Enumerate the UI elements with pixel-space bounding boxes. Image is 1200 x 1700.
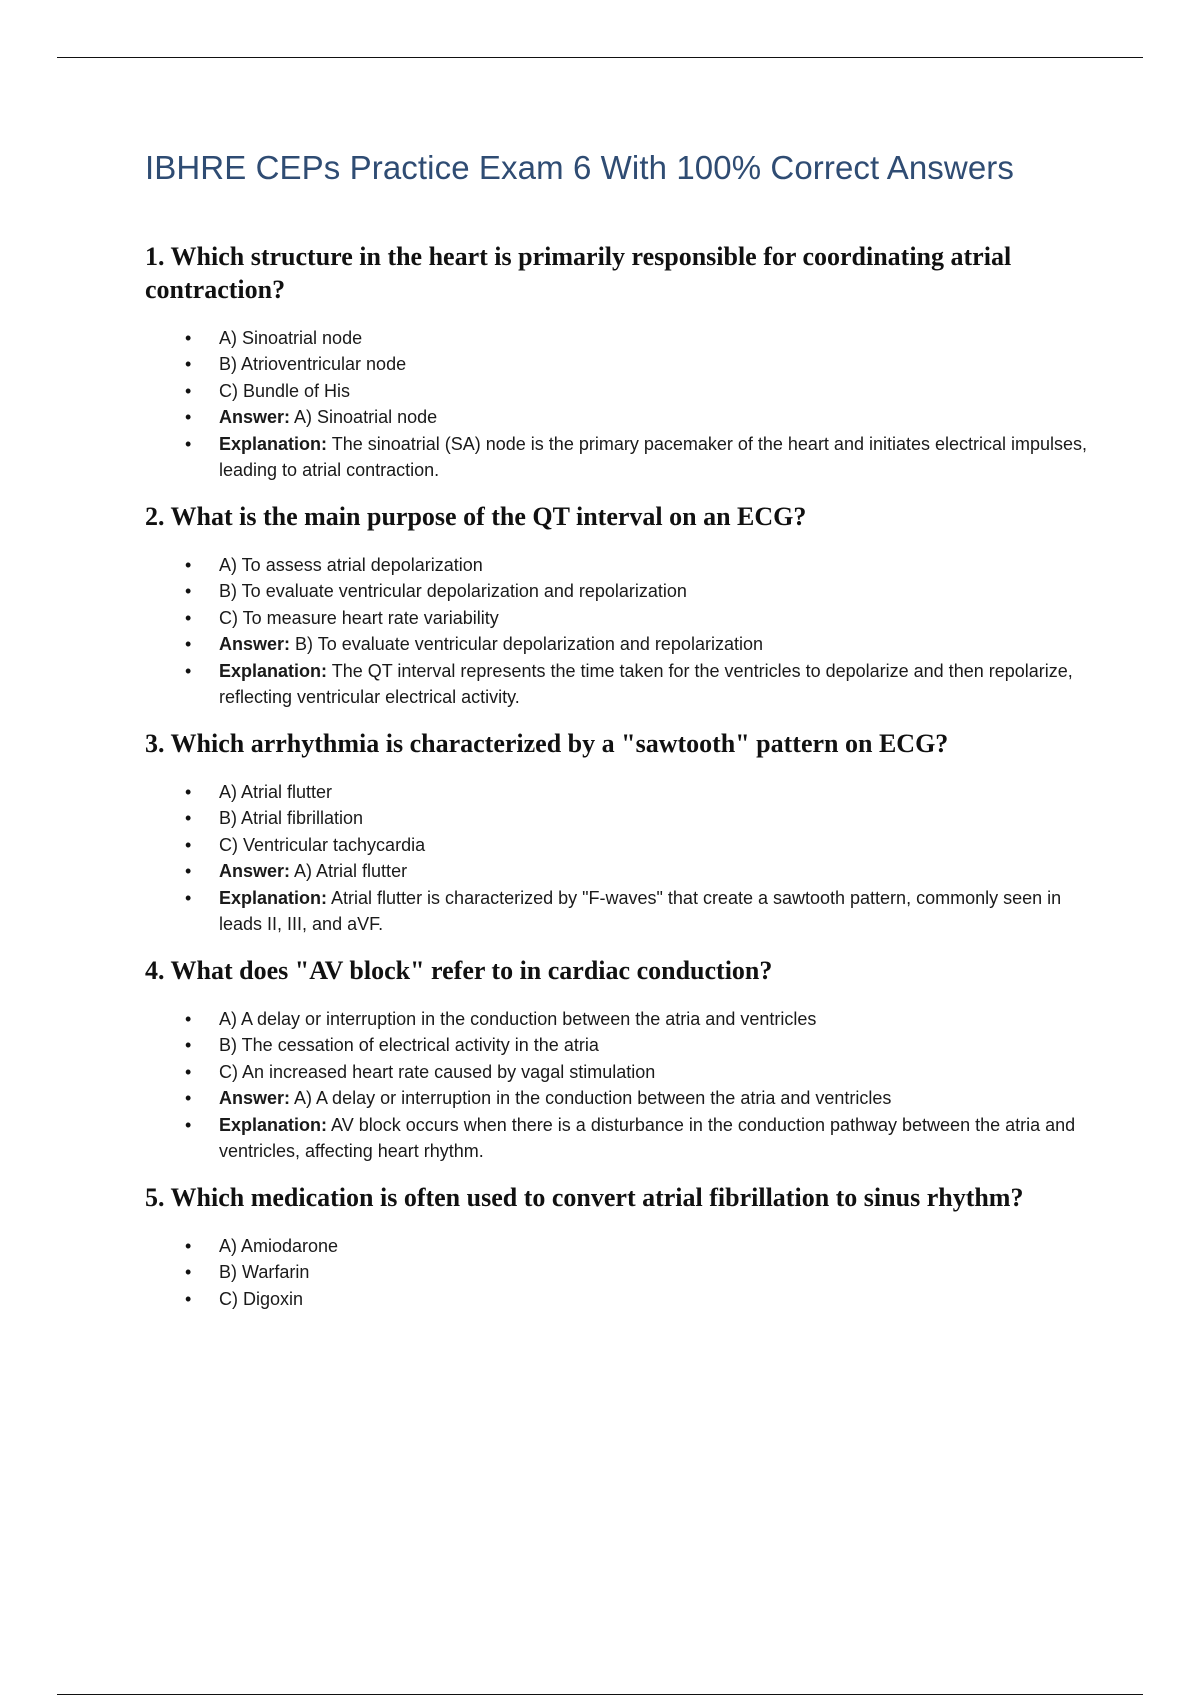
option-item [185,779,1095,806]
bullet-icon: • [185,834,192,855]
bullet-icon: • [185,407,192,428]
document-title: IBHRE CEPs Practice Exam 6 With 100% Correct Answers [145,149,1014,186]
question-options-list [145,325,1095,484]
bullet-icon: • [185,354,192,375]
question-heading: 5. Which medication is often used to convert atrial fibrillation to sinus rhythm? [145,1182,1024,1212]
option-item [185,1032,1095,1059]
bullet-icon: • [185,1035,192,1056]
option-text: B) To evaluate ventricular depolarization and repolarization [219,581,687,602]
option-text: A) To assess atrial depolarization [219,554,483,575]
header-rule [57,57,1143,58]
option-item [185,832,1095,859]
question-options-list [145,1233,1095,1313]
option-text: C) Ventricular tachycardia [219,834,426,855]
option-item [185,605,1095,632]
question-heading: 3. Which arrhythmia is characterized by a "sawtooth" pattern on ECG? [145,728,949,758]
question-options-list [145,779,1095,938]
explanation-item [185,431,1095,484]
option-text: B) Atrioventricular node [219,354,407,375]
option-item [185,1259,1095,1286]
answer-label: Answer: [219,1088,291,1109]
explanation-text: The QT interval represents the time taken for the ventricles to depolarize and then repolarize, reflecting ventricular electrical activity. [219,660,1073,708]
question-heading: 4. What does "AV block" refer to in cardiac conduction? [145,955,773,985]
option-item [185,552,1095,579]
bullet-icon: • [185,1114,192,1135]
question-2 [145,500,1095,711]
bullet-icon: • [185,607,192,628]
bullet-icon: • [185,1088,192,1109]
explanation-label: Explanation: [219,433,328,454]
option-item [185,1286,1095,1313]
question-options-list [145,1006,1095,1165]
bullet-icon: • [185,808,192,829]
footer-rule [57,1694,1143,1695]
answer-text: A) Sinoatrial node [294,407,438,428]
answer-label: Answer: [219,634,291,655]
option-text: C) To measure heart rate variability [219,607,499,628]
option-item [185,1059,1095,1086]
bullet-icon: • [185,634,192,655]
explanation-item [185,658,1095,711]
bullet-icon: • [185,581,192,602]
explanation-item [185,885,1095,938]
option-item [185,1233,1095,1260]
bullet-icon: • [185,660,192,681]
question-options-list [145,552,1095,711]
answer-item [185,631,1095,658]
option-text: A) Sinoatrial node [219,327,363,348]
option-item [185,351,1095,378]
option-item [185,378,1095,405]
bullet-icon: • [185,433,192,454]
explanation-text: The sinoatrial (SA) node is the primary pacemaker of the heart and initiates electrical impulses, leading to atrial contraction. [219,433,1088,481]
option-text: B) Warfarin [219,1262,310,1283]
bullet-icon: • [185,554,192,575]
answer-text: A) Atrial flutter [294,861,408,882]
answer-item [185,1085,1095,1112]
option-text: A) A delay or interruption in the conduction between the atria and ventricles [219,1008,817,1029]
option-text: A) Atrial flutter [219,781,333,802]
answer-label: Answer: [219,407,291,428]
document-content [145,148,1095,1328]
option-item [185,578,1095,605]
answer-text: A) A delay or interruption in the conduction between the atria and ventricles [294,1088,892,1109]
question-5 [145,1181,1095,1313]
answer-item [185,404,1095,431]
explanation-text: AV block occurs when there is a disturbance in the conduction pathway between the atria and ventricles, affecting heart rhythm. [219,1114,1076,1162]
bullet-icon: • [185,1288,192,1309]
answer-label: Answer: [219,861,291,882]
option-text: C) Bundle of His [219,380,351,401]
option-item [185,805,1095,832]
option-text: B) The cessation of electrical activity in the atria [219,1035,599,1056]
question-heading: 1. Which structure in the heart is primarily responsible for coordinating atrial contraction? [145,241,1012,304]
bullet-icon: • [185,1235,192,1256]
option-item [185,1006,1095,1033]
question-3 [145,727,1095,938]
bullet-icon: • [185,1262,192,1283]
bullet-icon: • [185,327,192,348]
question-4 [145,954,1095,1165]
bullet-icon: • [185,861,192,882]
bullet-icon: • [185,887,192,908]
option-text: A) Amiodarone [219,1235,339,1256]
bullet-icon: • [185,1008,192,1029]
explanation-item [185,1112,1095,1165]
option-text: B) Atrial fibrillation [219,808,364,829]
question-heading: 2. What is the main purpose of the QT interval on an ECG? [145,501,807,531]
explanation-label: Explanation: [219,887,328,908]
bullet-icon: • [185,380,192,401]
bullet-icon: • [185,1061,192,1082]
bullet-icon: • [185,781,192,802]
answer-item [185,858,1095,885]
explanation-label: Explanation: [219,660,328,681]
option-text: C) Digoxin [219,1288,304,1309]
answer-text: B) To evaluate ventricular depolarization and repolarization [295,634,763,655]
explanation-label: Explanation: [219,1114,328,1135]
option-text: C) An increased heart rate caused by vagal stimulation [219,1061,656,1082]
option-item [185,325,1095,352]
explanation-text: Atrial flutter is characterized by "F-waves" that create a sawtooth pattern, commonly seen in leads II, III, and aVF. [219,887,1062,935]
question-1 [145,240,1095,484]
